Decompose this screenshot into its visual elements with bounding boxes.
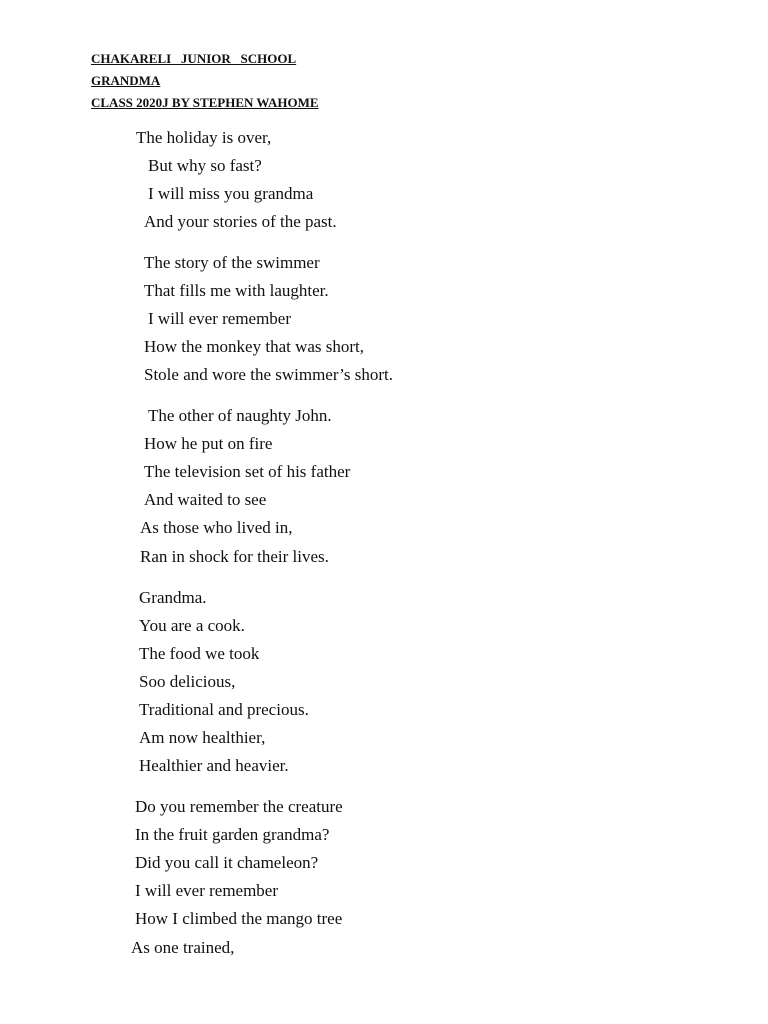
- poem-line: I will miss you grandma: [148, 184, 314, 203]
- poem-line: The food we took: [139, 644, 260, 663]
- poem-line: And waited to see: [144, 490, 267, 509]
- poem-line: Healthier and heavier.: [139, 756, 289, 775]
- poem-line: In the fruit garden grandma?: [135, 825, 330, 844]
- poem-line: Am now healthier,: [139, 728, 266, 747]
- poem-line: How the monkey that was short,: [144, 337, 365, 356]
- poem-title: GRANDMA: [91, 73, 161, 88]
- poem-line: Stole and wore the swimmer’s short.: [144, 365, 393, 384]
- poem-line: How I climbed the mango tree: [135, 909, 343, 928]
- poem-line: As those who lived in,: [140, 518, 293, 537]
- poem-line: Soo delicious,: [139, 672, 236, 691]
- poem-line: I will ever remember: [148, 309, 292, 328]
- poem-line: The holiday is over,: [136, 128, 272, 147]
- poem-byline: CLASS 2020J BY STEPHEN WAHOME: [91, 95, 319, 110]
- poem-line: I will ever remember: [135, 881, 279, 900]
- poem-line: The story of the swimmer: [144, 253, 320, 272]
- document-header: [91, 48, 319, 114]
- poem-line: As one trained,: [131, 938, 235, 957]
- poem-line: Grandma.: [139, 588, 207, 607]
- poem-line: How he put on fire: [144, 434, 273, 453]
- poem-line: But why so fast?: [148, 156, 262, 175]
- poem-line: That fills me with laughter.: [144, 281, 329, 300]
- poem-line: Did you call it chameleon?: [135, 853, 319, 872]
- school-name: CHAKARELI JUNIOR SCHOOL: [91, 51, 297, 66]
- poem-line: Traditional and precious.: [139, 700, 309, 719]
- poem-line: The other of naughty John.: [148, 406, 332, 425]
- poem-line: You are a cook.: [139, 616, 245, 635]
- poem-line: Do you remember the creature: [135, 797, 343, 816]
- poem-line: Ran in shock for their lives.: [140, 547, 329, 566]
- poem-line: The television set of his father: [144, 462, 351, 481]
- poem-line: And your stories of the past.: [144, 212, 337, 231]
